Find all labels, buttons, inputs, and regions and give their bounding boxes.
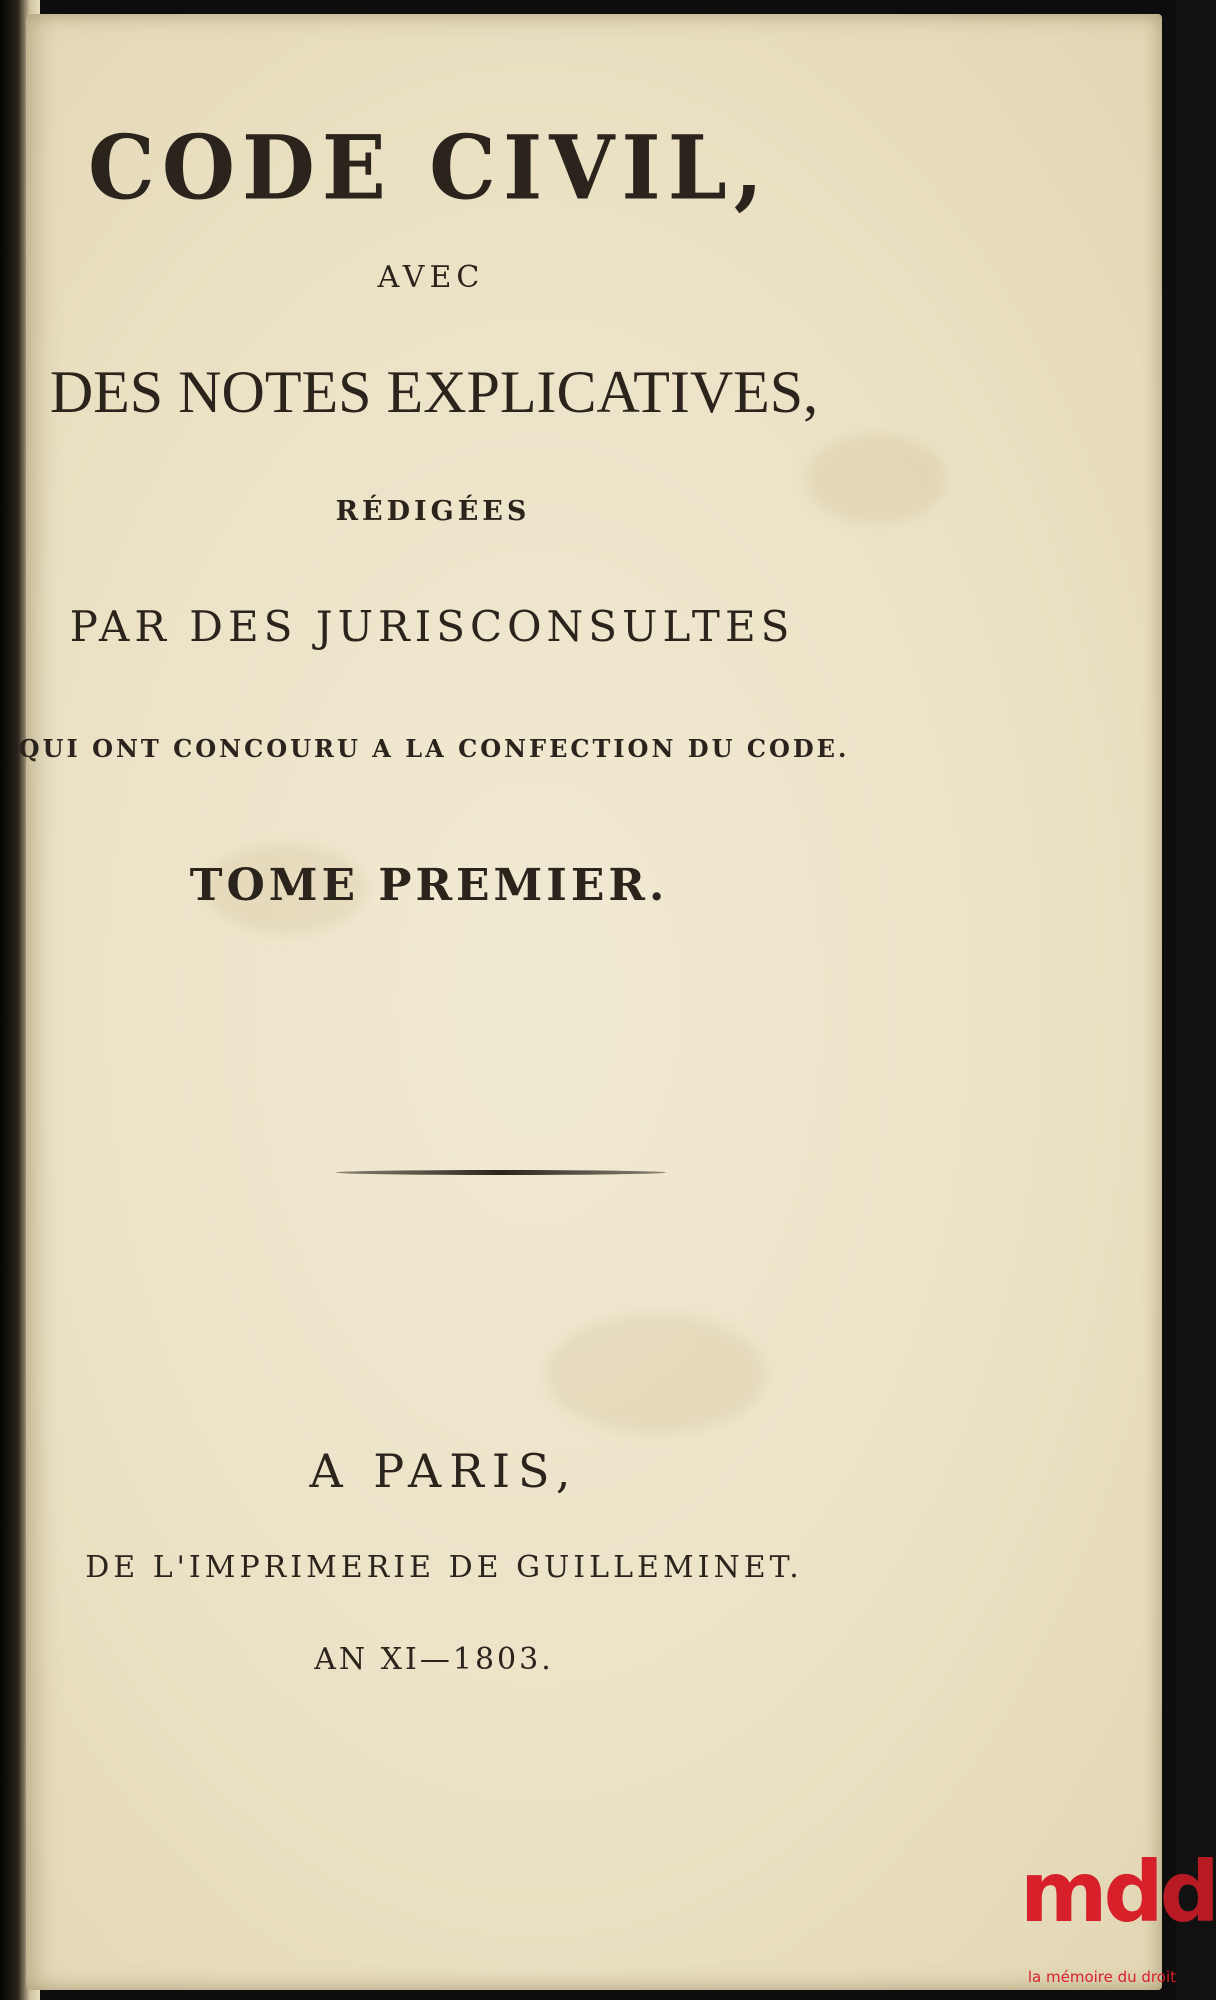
paper-stain: [546, 1314, 766, 1434]
subtitle-notes: DES NOTES EXPLICATIVES,: [49, 359, 819, 425]
logo-wordmark: [1020, 1843, 1216, 1941]
imprint-date: AN XI—1803.: [314, 1642, 554, 1677]
logo-tagline: la mémoire du droit: [1027, 1968, 1176, 1986]
logo-letter-d: d: [1159, 1843, 1216, 1941]
logo-letter-m: m: [1020, 1843, 1104, 1941]
subtitle-avec: AVEC: [377, 260, 485, 295]
imprint-city: A PARIS,: [309, 1444, 579, 1498]
authors-description: QUI ONT CONCOURU A LA CONFECTION DU CODE.: [18, 734, 850, 763]
imprint-printer: DE L'IMPRIMERIE DE GUILLEMINET.: [85, 1550, 803, 1585]
subtitle-redigees: RÉDIGÉES: [335, 496, 531, 527]
book-title: CODE CIVIL,: [87, 115, 771, 220]
logo-letter-d: d: [1103, 1843, 1160, 1941]
authors-line: PAR DES JURISCONSULTES: [69, 602, 795, 651]
mdd-logo: [1016, 1843, 1216, 2000]
volume-label: TOME PREMIER.: [189, 860, 669, 911]
decorative-rule: [336, 1170, 666, 1175]
title-page: [18, 14, 1162, 1990]
